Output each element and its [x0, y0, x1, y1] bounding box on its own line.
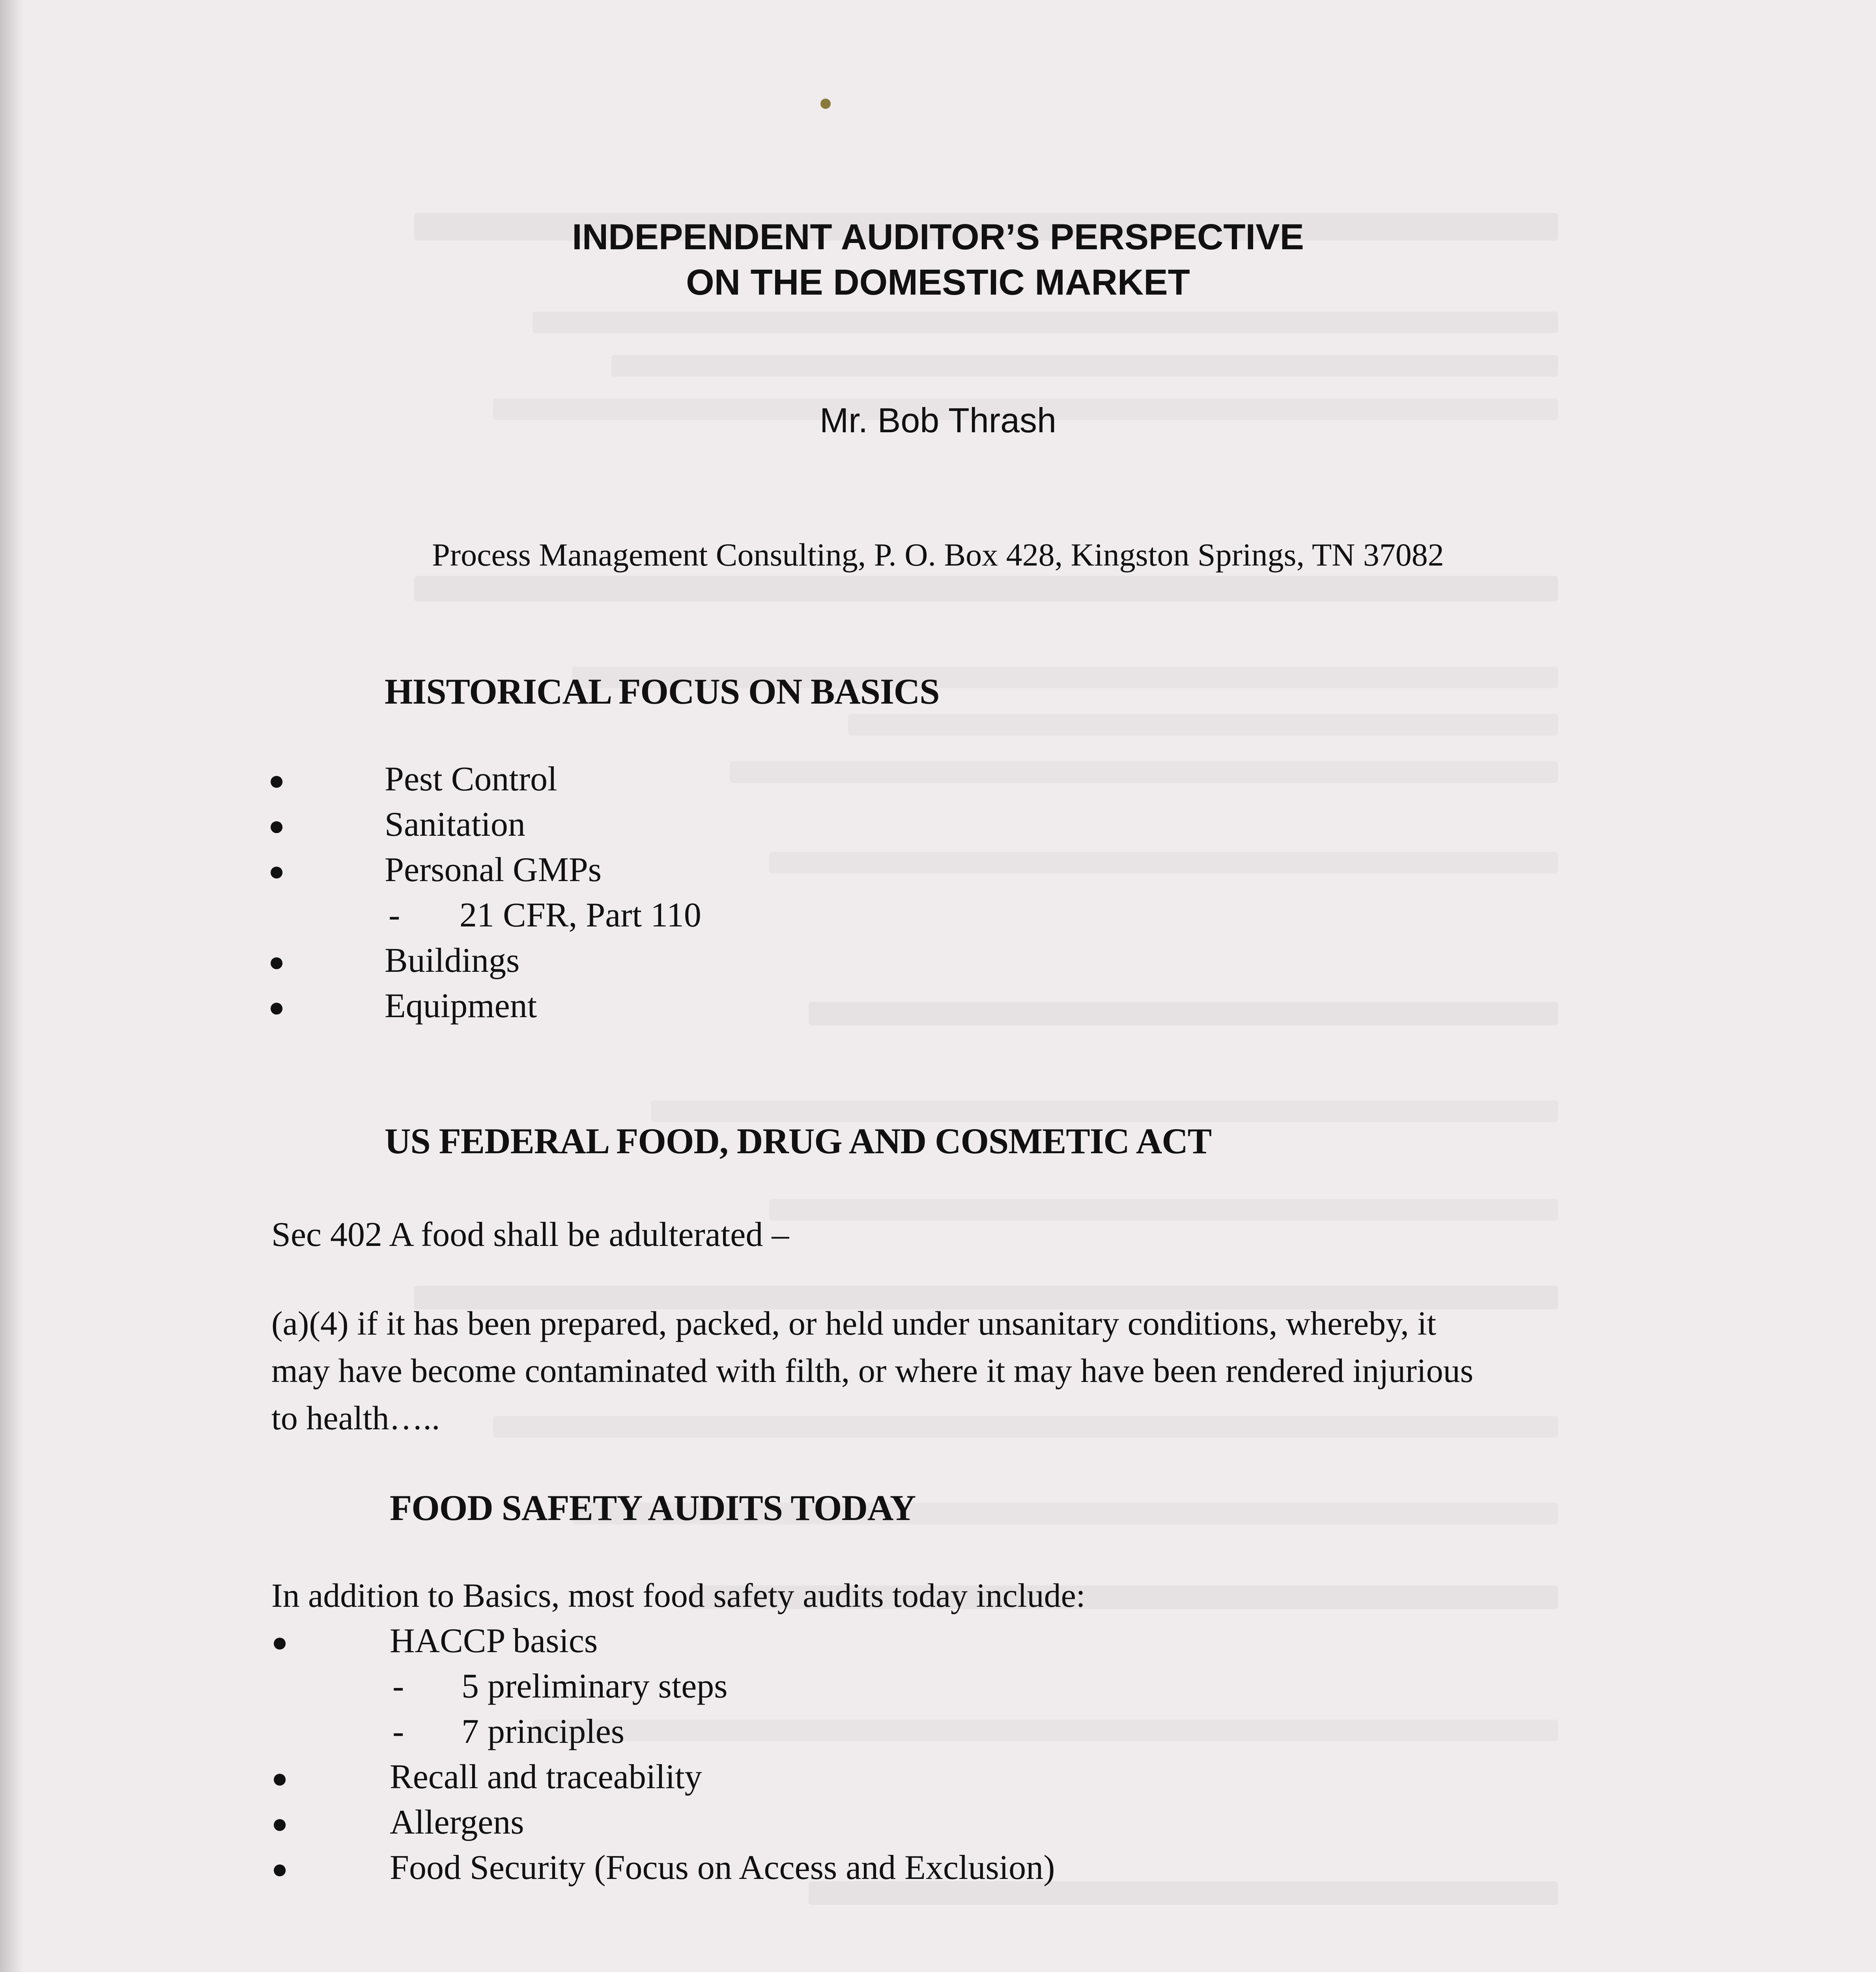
bullet-icon: ● [268, 992, 285, 1023]
bullet-icon: ● [268, 766, 285, 796]
section-heading-fdca: US FEDERAL FOOD, DRUG AND COSMETIC ACT [385, 1121, 1212, 1161]
author-name: Mr. Bob Thrash [820, 401, 1056, 440]
list-item: Pest Control [385, 760, 557, 798]
list-item: Personal GMPs [385, 851, 602, 889]
list-item: Equipment [385, 987, 537, 1025]
bullet-icon: ● [271, 1854, 288, 1884]
bullet-icon: ● [268, 856, 285, 887]
list-subitem: 21 CFR, Part 110 [460, 896, 701, 934]
list-subitem: 5 preliminary steps [462, 1667, 728, 1705]
bullet-icon: ● [268, 811, 285, 841]
bullet-icon: ● [271, 1627, 288, 1658]
section-heading-historical: HISTORICAL FOCUS ON BASICS [385, 671, 940, 711]
bullet-icon: ● [271, 1809, 288, 1839]
bullet-icon: ● [271, 1763, 288, 1794]
dash-marker: - [389, 896, 400, 934]
document-title-line-2: ON THE DOMESTIC MARKET [686, 262, 1190, 303]
clause-text-line: may have become contaminated with filth, or where it may have been rendered injurious [271, 1352, 1474, 1389]
clause-text-line: (a)(4) if it has been prepared, packed, or held under unsanitary conditions, whereby, it [271, 1304, 1437, 1342]
audits-intro-text: In addition to Basics, most food safety audits today include: [271, 1576, 1086, 1614]
list-subitem: 7 principles [462, 1712, 625, 1751]
clause-text-line: to health….. [271, 1399, 440, 1437]
bullet-icon: ● [268, 947, 285, 977]
dash-marker: - [392, 1667, 404, 1705]
list-item: Food Security (Focus on Access and Exclusion) [390, 1849, 1055, 1887]
bleed-through-block [375, 213, 1558, 1972]
list-item: Allergens [390, 1803, 524, 1841]
list-item: HACCP basics [390, 1622, 598, 1660]
author-affiliation: Process Management Consulting, P. O. Box 428, Kingston Springs, TN 37082 [432, 537, 1444, 573]
dash-marker: - [392, 1712, 404, 1751]
print-speck [820, 99, 831, 109]
section-402-text: Sec 402 A food shall be adulterated – [271, 1216, 789, 1254]
list-item: Buildings [385, 941, 520, 980]
list-item: Sanitation [385, 805, 525, 844]
document-title-line-1: INDEPENDENT AUDITOR’S PERSPECTIVE [572, 217, 1304, 257]
list-item: Recall and traceability [390, 1758, 702, 1796]
section-heading-audits-today: FOOD SAFETY AUDITS TODAY [390, 1488, 916, 1528]
